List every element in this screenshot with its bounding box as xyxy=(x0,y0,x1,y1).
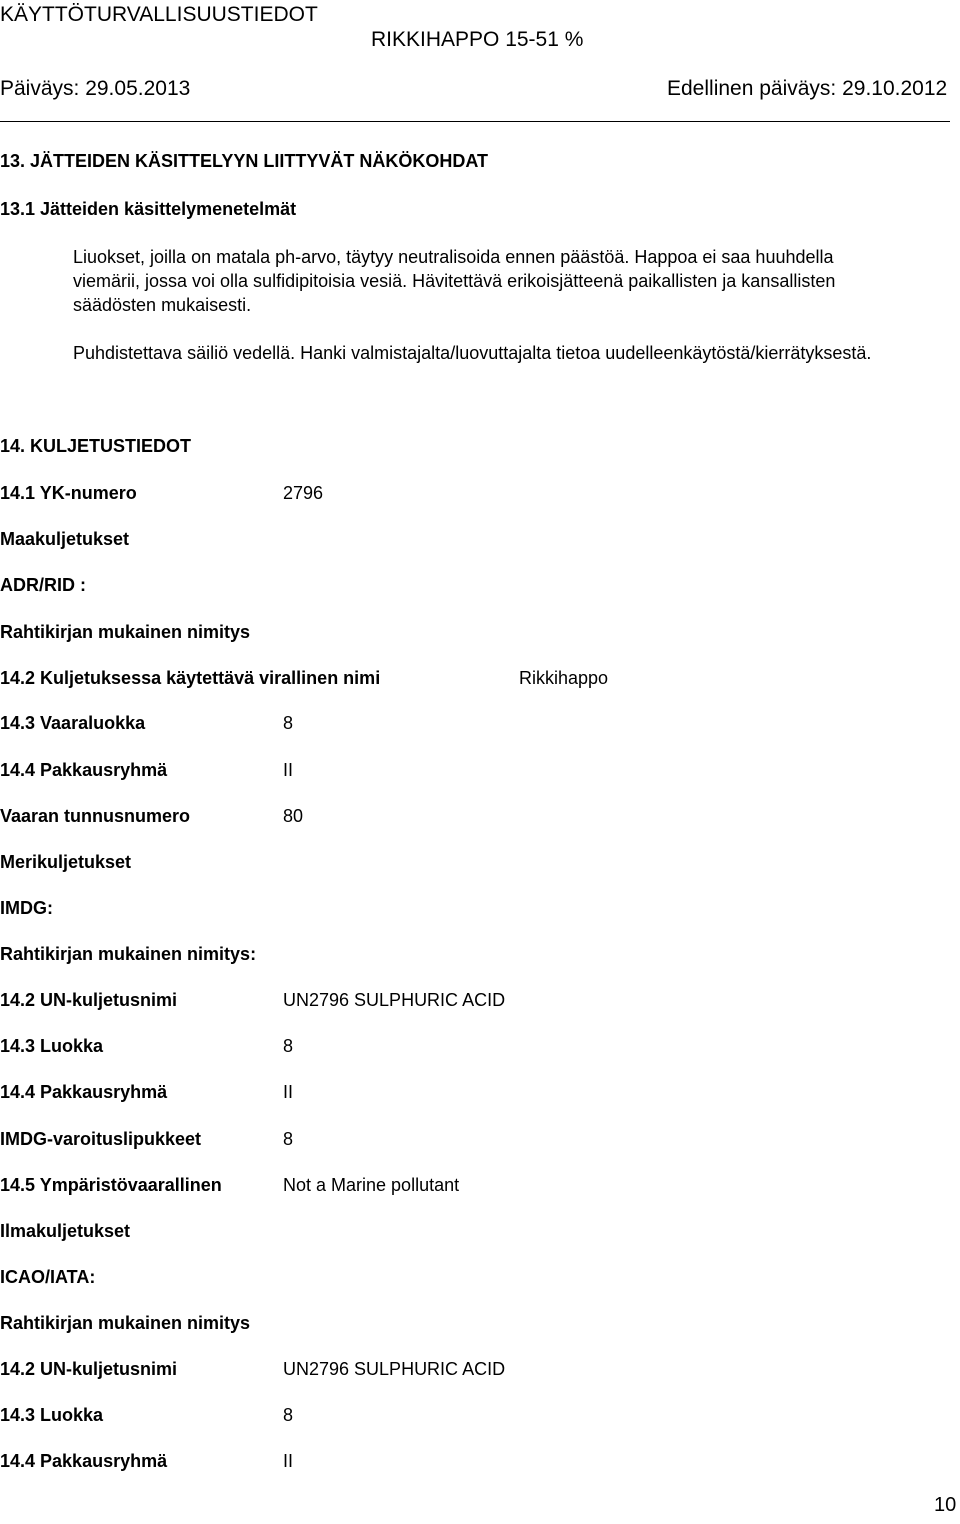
section-14-title: 14. KULJETUSTIEDOT xyxy=(0,436,192,456)
section-13-title: 13. JÄTTEIDEN KÄSITTELYYN LIITTYVÄT NÄKÖKOHDAT xyxy=(0,151,489,171)
land-proper-name-value: Rikkihappo xyxy=(519,668,609,688)
land-class-label: 14.3 Vaaraluokka xyxy=(0,713,146,733)
imdg-labels-value: 8 xyxy=(283,1129,294,1149)
sea-un-name-label: 14.2 UN-kuljetusnimi xyxy=(0,990,178,1010)
un-number-label: 14.1 YK-numero xyxy=(0,483,137,503)
previous-date: Edellinen päiväys: 29.10.2012 xyxy=(667,77,948,100)
imdg-labels-label: IMDG-varoituslipukkeet xyxy=(0,1129,202,1149)
section-13-1-title: 13.1 Jätteiden käsittelymenetelmät xyxy=(0,199,297,219)
page-number: 10 xyxy=(934,1494,957,1516)
air-packing-group-label: 14.4 Pakkausryhmä xyxy=(0,1451,168,1471)
hazard-number-label: Vaaran tunnusnumero xyxy=(0,806,191,826)
air-doc-name-label: Rahtikirjan mukainen nimitys xyxy=(0,1313,251,1333)
sea-un-name-value: UN2796 SULPHURIC ACID xyxy=(283,990,506,1010)
env-hazard-value: Not a Marine pollutant xyxy=(283,1175,460,1195)
air-transport-heading: Ilmakuljetukset xyxy=(0,1221,131,1241)
land-proper-name-label: 14.2 Kuljetuksessa käytettävä virallinen nimi xyxy=(0,668,381,688)
sea-transport-heading: Merikuljetukset xyxy=(0,852,132,872)
sea-class-label: 14.3 Luokka xyxy=(0,1036,104,1056)
revision-date: Päiväys: 29.05.2013 xyxy=(0,77,191,100)
air-un-name-label: 14.2 UN-kuljetusnimi xyxy=(0,1359,178,1379)
land-doc-name-label: Rahtikirjan mukainen nimitys xyxy=(0,622,251,642)
disposal-text-line-3: säädösten mukaisesti. xyxy=(73,295,252,315)
env-hazard-label: 14.5 Ympäristövaarallinen xyxy=(0,1175,222,1195)
container-cleaning-text: Puhdistettava säiliö vedellä. Hanki valmistajalta/luovuttajalta tietoa uudelleenkäytöstä/kierrätyksestä. xyxy=(73,343,872,363)
land-class-value: 8 xyxy=(283,713,294,733)
air-class-value: 8 xyxy=(283,1405,294,1425)
icao-iata-label: ICAO/IATA: xyxy=(0,1267,96,1287)
land-packing-group-value: II xyxy=(283,760,294,780)
sea-class-value: 8 xyxy=(283,1036,294,1056)
product-name: RIKKIHAPPO 15-51 % xyxy=(371,28,584,51)
air-packing-group-value: II xyxy=(283,1451,294,1471)
land-packing-group-label: 14.4 Pakkausryhmä xyxy=(0,760,168,780)
imdg-label: IMDG: xyxy=(0,898,53,918)
adr-rid-label: ADR/RID : xyxy=(0,575,86,595)
disposal-text-line-1: Liuokset, joilla on matala ph-arvo, täytyy neutralisoida ennen päästöä. Happoa ei saa huuhdella xyxy=(73,247,834,267)
land-transport-heading: Maakuljetukset xyxy=(0,529,130,549)
hazard-number-value: 80 xyxy=(283,806,304,826)
air-class-label: 14.3 Luokka xyxy=(0,1405,104,1425)
sea-doc-name-label: Rahtikirjan mukainen nimitys: xyxy=(0,944,257,964)
air-un-name-value: UN2796 SULPHURIC ACID xyxy=(283,1359,506,1379)
disposal-text-line-2: viemärii, jossa voi olla sulfidipitoisia vesiä. Hävitettävä erikoisjätteenä paikallisten ja kansallisten xyxy=(73,271,836,291)
sea-packing-group-label: 14.4 Pakkausryhmä xyxy=(0,1082,168,1102)
un-number-value: 2796 xyxy=(283,483,324,503)
header-rule xyxy=(0,121,950,122)
sea-packing-group-value: II xyxy=(283,1082,294,1102)
document-title: KÄYTTÖTURVALLISUUSTIEDOT xyxy=(0,3,318,26)
